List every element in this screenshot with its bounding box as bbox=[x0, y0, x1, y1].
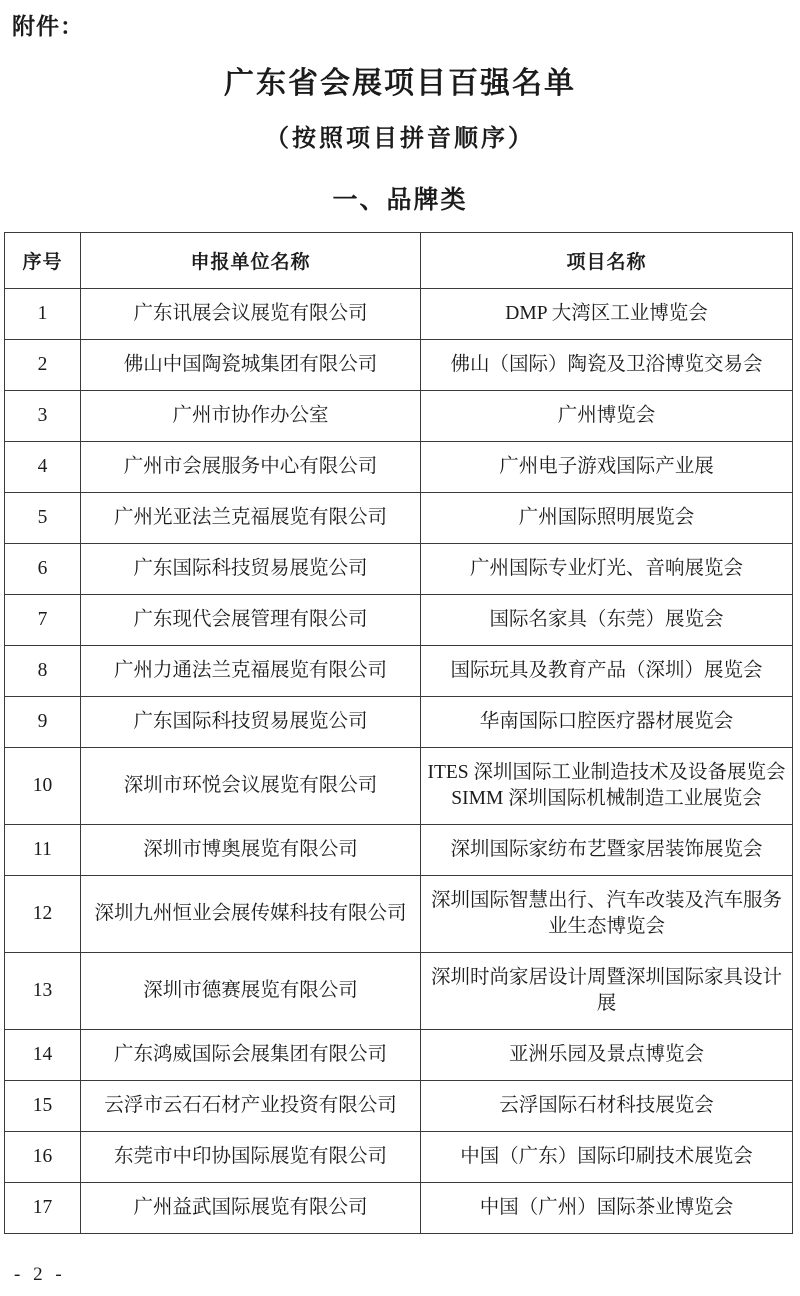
attachment-label: 附件： bbox=[12, 13, 84, 39]
project-name-cell: 广州国际专业灯光、音响展览会 bbox=[421, 544, 793, 595]
org-name-cell: 广州力通法兰克福展览有限公司 bbox=[81, 646, 421, 697]
project-name-cell: 国际玩具及教育产品（深圳）展览会 bbox=[421, 646, 793, 697]
table-row bbox=[5, 493, 793, 544]
row-number-cell: 4 bbox=[5, 442, 81, 493]
project-name-cell: ITES 深圳国际工业制造技术及设备展览会 SIMM 深圳国际机械制造工业展览会 bbox=[421, 748, 793, 825]
org-name-cell: 广东鸿威国际会展集团有限公司 bbox=[81, 1030, 421, 1081]
row-number-cell: 9 bbox=[5, 697, 81, 748]
org-name-cell: 广州市会展服务中心有限公司 bbox=[81, 442, 421, 493]
project-name-cell: 深圳国际家纺布艺暨家居装饰展览会 bbox=[421, 825, 793, 876]
org-name-cell: 深圳九州恒业会展传媒科技有限公司 bbox=[81, 876, 421, 953]
project-name-cell: 广州电子游戏国际产业展 bbox=[421, 442, 793, 493]
column-header-org: 申报单位名称 bbox=[81, 233, 421, 289]
table-row bbox=[5, 748, 793, 825]
row-number-cell: 15 bbox=[5, 1081, 81, 1132]
project-name-cell: 深圳时尚家居设计周暨深圳国际家具设计展 bbox=[421, 953, 793, 1030]
table-row bbox=[5, 697, 793, 748]
table-row bbox=[5, 1081, 793, 1132]
org-name-cell: 广州光亚法兰克福展览有限公司 bbox=[81, 493, 421, 544]
org-name-cell: 深圳市德赛展览有限公司 bbox=[81, 953, 421, 1030]
row-number-cell: 10 bbox=[5, 748, 81, 825]
project-name-cell: 华南国际口腔医疗器材展览会 bbox=[421, 697, 793, 748]
project-name-cell: DMP 大湾区工业博览会 bbox=[421, 289, 793, 340]
table-header bbox=[5, 233, 793, 289]
org-name-cell: 东莞市中印协国际展览有限公司 bbox=[81, 1132, 421, 1183]
page-number: - 2 - bbox=[14, 1264, 66, 1285]
org-name-cell: 深圳市环悦会议展览有限公司 bbox=[81, 748, 421, 825]
table-row bbox=[5, 391, 793, 442]
org-name-cell: 广东讯展会议展览有限公司 bbox=[81, 289, 421, 340]
table-row bbox=[5, 595, 793, 646]
row-number-cell: 14 bbox=[5, 1030, 81, 1081]
page-title: 广东省会展项目百强名单 bbox=[224, 67, 576, 100]
org-name-cell: 广州市协作办公室 bbox=[81, 391, 421, 442]
table-row bbox=[5, 646, 793, 697]
org-name-cell: 广州益武国际展览有限公司 bbox=[81, 1183, 421, 1234]
table-row bbox=[5, 340, 793, 391]
table-row bbox=[5, 442, 793, 493]
org-name-cell: 佛山中国陶瓷城集团有限公司 bbox=[81, 340, 421, 391]
table-row bbox=[5, 1132, 793, 1183]
project-name-cell: 云浮国际石材科技展览会 bbox=[421, 1081, 793, 1132]
row-number-cell: 8 bbox=[5, 646, 81, 697]
row-number-cell: 13 bbox=[5, 953, 81, 1030]
project-name-cell: 广州博览会 bbox=[421, 391, 793, 442]
row-number-cell: 11 bbox=[5, 825, 81, 876]
project-name-cell: 中国（广东）国际印刷技术展览会 bbox=[421, 1132, 793, 1183]
column-header-no: 序号 bbox=[5, 233, 81, 289]
row-number-cell: 1 bbox=[5, 289, 81, 340]
project-name-cell: 中国（广州）国际茶业博览会 bbox=[421, 1183, 793, 1234]
org-name-cell: 深圳市博奥展览有限公司 bbox=[81, 825, 421, 876]
table-row bbox=[5, 1183, 793, 1234]
row-number-cell: 3 bbox=[5, 391, 81, 442]
row-number-cell: 17 bbox=[5, 1183, 81, 1234]
table-row bbox=[5, 1030, 793, 1081]
project-name-cell: 深圳国际智慧出行、汽车改装及汽车服务业生态博览会 bbox=[421, 876, 793, 953]
table-row bbox=[5, 953, 793, 1030]
table-header-row bbox=[5, 233, 793, 289]
project-name-cell: 广州国际照明展览会 bbox=[421, 493, 793, 544]
row-number-cell: 7 bbox=[5, 595, 81, 646]
org-name-cell: 云浮市云石石材产业投资有限公司 bbox=[81, 1081, 421, 1132]
column-header-project: 项目名称 bbox=[421, 233, 793, 289]
org-name-cell: 广东国际科技贸易展览公司 bbox=[81, 544, 421, 595]
org-name-cell: 广东现代会展管理有限公司 bbox=[81, 595, 421, 646]
project-name-cell: 国际名家具（东莞）展览会 bbox=[421, 595, 793, 646]
row-number-cell: 5 bbox=[5, 493, 81, 544]
table-row bbox=[5, 289, 793, 340]
row-number-cell: 6 bbox=[5, 544, 81, 595]
table-row bbox=[5, 544, 793, 595]
org-name-cell: 广东国际科技贸易展览公司 bbox=[81, 697, 421, 748]
row-number-cell: 2 bbox=[5, 340, 81, 391]
section-heading: 一、品牌类 bbox=[332, 186, 468, 214]
table-row bbox=[5, 825, 793, 876]
exhibition-table bbox=[4, 232, 793, 1234]
table-body bbox=[5, 289, 793, 1234]
table-row bbox=[5, 876, 793, 953]
page-subtitle: （按照项目拼音顺序） bbox=[265, 126, 535, 152]
project-name-cell: 亚洲乐园及景点博览会 bbox=[421, 1030, 793, 1081]
row-number-cell: 16 bbox=[5, 1132, 81, 1183]
project-name-cell: 佛山（国际）陶瓷及卫浴博览交易会 bbox=[421, 340, 793, 391]
row-number-cell: 12 bbox=[5, 876, 81, 953]
